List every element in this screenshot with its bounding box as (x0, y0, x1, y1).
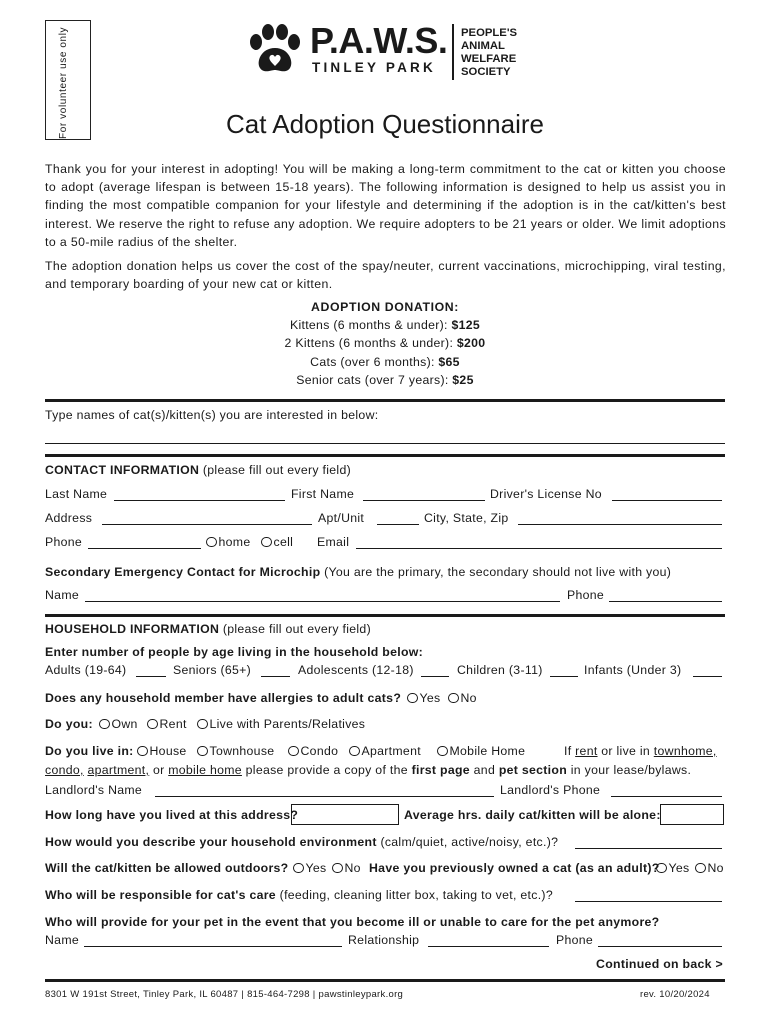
divider (45, 614, 725, 617)
first-name-field[interactable] (363, 500, 485, 501)
logo-city: TINLEY PARK (312, 60, 436, 75)
donation-list (0, 298, 770, 389)
interest-row (45, 408, 725, 426)
page-title: Cat Adoption Questionnaire (226, 109, 544, 139)
donation-item: Kittens (6 months & under): $125 (289, 318, 481, 333)
landlord-phone-field[interactable] (611, 796, 722, 797)
donation-paragraph: The adoption donation helps us cover the cost of the spay/neuter, current vaccinations, microchipping, viral testing, and temporary boarding of your new cat or kitten. (45, 259, 726, 292)
caregiver-prompt-row: Who will provide for your pet in the event that you become ill or unable to care for the pet anymore? (45, 915, 660, 929)
footer-contact: 8301 W 191st Street, Tinley Park, IL 60487 | 815-464-7298 | pawstinleypark.org (45, 989, 404, 1000)
hours-alone-input[interactable] (660, 804, 724, 825)
owned-yes-radio[interactable] (656, 863, 667, 874)
rent-radio[interactable] (147, 719, 158, 730)
continued-note: Continued on back > (596, 957, 723, 971)
ages-prompt-row: Enter number of people by age living in the household below: (45, 645, 424, 659)
divider (45, 399, 725, 402)
divider (45, 979, 725, 982)
email-field[interactable] (356, 548, 722, 549)
home-radio[interactable] (206, 537, 217, 548)
outdoors-no-radio[interactable] (332, 863, 343, 874)
secondary-heading: Secondary Emergency Contact for Microchip (45, 565, 321, 579)
continued-row (45, 957, 725, 975)
secondary-contact-row: Name Phone (45, 588, 725, 606)
environment-field[interactable] (575, 848, 722, 849)
caregiver-phone-field[interactable] (598, 946, 722, 947)
allergies-row: Does any household member have allergies to adult cats? Yes No (45, 691, 477, 705)
divider (45, 454, 725, 457)
caregiver-name-field[interactable] (84, 946, 342, 947)
last-name-field[interactable] (114, 500, 285, 501)
cat-names-input[interactable] (45, 443, 725, 444)
org-name: PEOPLE'S ANIMAL WELFARE SOCIETY (461, 27, 518, 78)
contact-heading: CONTACT INFORMATION (45, 463, 200, 477)
apartment-radio[interactable] (349, 746, 360, 757)
residence-row: Do you live in: House Townhouse Condo Apartment Mobile Home If rent or live in townhome, (45, 744, 717, 758)
mobile-home-radio[interactable] (437, 746, 448, 757)
lease-note-row: condo, apartment, or mobile home please provide a copy of the first page and pet section in your lease/bylaws. (45, 763, 692, 777)
intro-paragraph: Thank you for your interest in adopting! You will be making a long-term commitment to the cat or kitten you choose to adopt (average lifespan is between 15-18 years). The following information is designed to help us assist you in finding the most compatible companion for your lifestyle and determining if the adoption is in the cat/kitten's best interest. We reserve the right to refuse any adoption. We require adopters to be 21 years or older. We limit adoptions to a 50-mile radius of the shelter. (45, 162, 726, 249)
landlord-row: Landlord's Name Landlord's Phone (45, 783, 725, 801)
donation-item: Cats (over 6 months): $65 (310, 354, 460, 369)
adults-field[interactable] (136, 676, 166, 677)
cell-radio[interactable] (261, 537, 272, 548)
household-heading-row: HOUSEHOLD INFORMATION (please fill out every field) (45, 622, 371, 636)
environment-row: How would you describe your household environment (calm/quiet, active/noisy, etc.)? (45, 835, 725, 853)
seniors-field[interactable] (261, 676, 290, 677)
logo-name: P.A.W.S. (310, 20, 448, 61)
secondary-name-field[interactable] (85, 601, 560, 602)
responsible-row: Who will be responsible for cat's care (feeding, cleaning litter box, taking to vet, etc.)? (45, 888, 725, 906)
caregiver-row: Name Relationship Phone (45, 933, 725, 951)
owned-no-radio[interactable] (695, 863, 706, 874)
drivers-license-field[interactable] (612, 500, 722, 501)
caregiver-relationship-field[interactable] (428, 946, 549, 947)
outdoors-yes-radio[interactable] (293, 863, 304, 874)
donation-heading: ADOPTION DONATION: (311, 300, 459, 314)
interest-prompt: Type names of cat(s)/kitten(s) you are interested in below: (45, 408, 379, 422)
contact-heading-row: CONTACT INFORMATION (please fill out every field) (45, 463, 352, 477)
city-field[interactable] (518, 524, 722, 525)
secondary-phone-field[interactable] (609, 601, 722, 602)
donation-item: Senior cats (over 7 years): $25 (296, 372, 474, 387)
landlord-name-field[interactable] (155, 796, 494, 797)
outdoors-row: Will the cat/kitten be allowed outdoors? Yes No Have you previously owned a cat (as an adult)? Yes No (45, 861, 724, 875)
ages-row: Adults (19-64) Seniors (65+) Adolescents (12-18) Children (3-11) Infants (Under 3) (45, 663, 725, 681)
secondary-heading-row: Secondary Emergency Contact for Microchip (You are the primary, the secondary should not live with you) (45, 565, 672, 579)
revision-date: rev. 10/20/2024 (640, 989, 710, 1000)
address-row: Address Apt/Unit City, State, Zip (45, 511, 725, 529)
phone-field[interactable] (88, 548, 201, 549)
children-field[interactable] (550, 676, 578, 677)
address-field[interactable] (102, 524, 312, 525)
parents-radio[interactable] (197, 719, 208, 730)
paw-logo-icon (246, 24, 304, 74)
donation-item: 2 Kittens (6 months & under): $200 (284, 336, 486, 351)
name-row: Last Name First Name Driver's License No (45, 487, 725, 505)
allergies-no-radio[interactable] (448, 693, 459, 704)
logo-divider (452, 24, 454, 80)
volunteer-note: For volunteer use only (58, 26, 69, 139)
allergies-yes-radio[interactable] (407, 693, 418, 704)
infants-field[interactable] (693, 676, 722, 677)
apt-field[interactable] (377, 524, 419, 525)
household-heading: HOUSEHOLD INFORMATION (45, 622, 220, 636)
townhouse-radio[interactable] (197, 746, 208, 757)
website-link[interactable]: pawstinleypark.org (318, 989, 404, 1000)
phone-row: Phone home cell Email (45, 535, 725, 553)
duration-row: How long have you lived at this address? Average hrs. daily cat/kitten will be alone: (45, 808, 725, 826)
house-radio[interactable] (137, 746, 148, 757)
condo-radio[interactable] (288, 746, 299, 757)
ownership-row: Do you: Own Rent Live with Parents/Relatives (45, 717, 366, 731)
own-radio[interactable] (99, 719, 110, 730)
years-at-address-input[interactable] (291, 804, 399, 825)
adolescents-field[interactable] (421, 676, 449, 677)
responsible-field[interactable] (575, 901, 722, 902)
